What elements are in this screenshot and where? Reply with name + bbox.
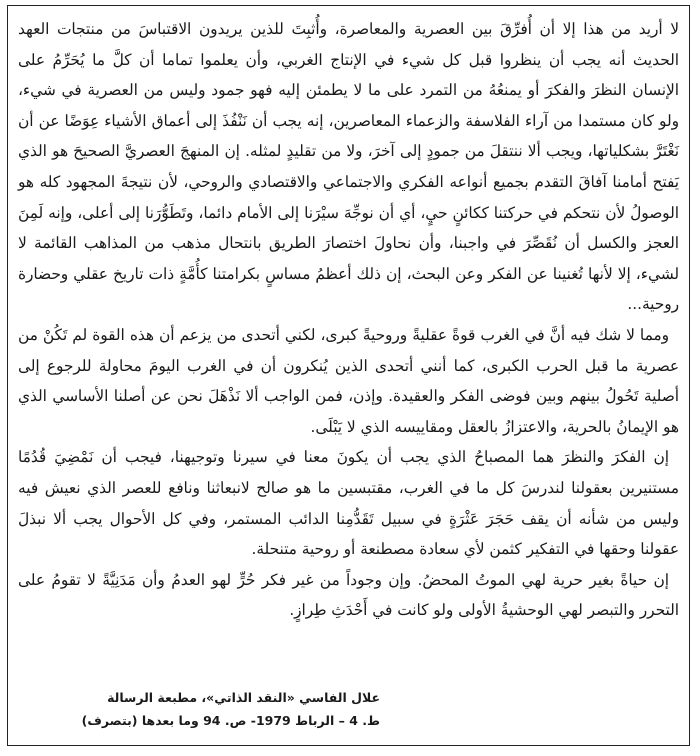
- source-author-line: علال الفاسي «النقد الذاتي»، مطبعة الرسالة: [107, 690, 380, 705]
- source-citation: [20, 686, 380, 732]
- document-page: [7, 5, 690, 746]
- paragraph-4: إن حياةً بغير حرية لهي الموتُ المحضُ. وإن وجوداً من غير فكر حُرٍّ لهو العدمُ وأن مَدَنِيَّةً لا تقومُ على التحرر والتبصر لهي الوحشيةُ الأولى ولو كانت في أَحْدَثِ طِرازٍ.: [18, 570, 679, 620]
- paragraph-1: لا أريد من هذا إلا أن أُفرِّقَ بين العصرية والمعاصرة، وأُثبِتَ للذين يريدون الاقتباسَ من منتجات العهد الحديث أنه يجب أن ينظروا قبل كل شيء في الإنتاج الغربي، وأن يعلموا تماما أن كلَّ ما يُحَرِّمُ على الإنسان النظرَ والفكرَ أو يمنعُهُ من التمرد على ما لا يطمئن إليه فهو جمود وليس من العصرية في شيء، ولو كان مستمدا من آراء الفلاسفة والزعماء المعاصرين، إنه يجب أن نَنْفُذَ إلى أعماق الأشياء عِوَضًا عن أن نَغْتَرَّ بشكلياتها، ويجب ألا ننتقلَ من جمودٍ إلى آخرَ، ولا من تقليدٍ لمثله. إن المنهجَ العصريَّ الصحيحَ هو الذي يَفتح أمامنا آفاقَ التقدم بجميع أنواعه الفكري والاجتماعي والاقتصادي والروحي، لأن نتيجةَ المجهود كله هو الوصولُ لأن نتحكم في حركتنا ككائنٍ حيٍ، أي أن نوجِّهَ سيْرَنا إلى الأمام دائما، وتَطَوُّرَنا إلى أعلى، وإنه لَمِنَ العجز والكسل أن نُقَصِّرَ في واجبنا، وأن نحاولَ اختصارَ الطريق بانتحال مذهب من المذاهب القائمة لا لشيء، إلا لأنها تُغنينا عن الفكر وعن البحث، إن ذلك أعظمُ مساسٍ بكرامتنا كأُمَّةٍ ذات تاريخ عقلي وحضارة روحية...: [18, 20, 679, 314]
- document-text: [18, 14, 679, 626]
- paragraph-2: ومما لا شك فيه أنَّ في الغرب قوةً عقليةً وروحيةً كبرى، لكني أتحدى من يزعم أن هذه القوة لم تَكُنْ من عصرية ما قبل الحرب الكبرى، كما أنني أتحدى الذين يُنكرون أن في الغرب اليومَ محاولة للرجوع إلى أصلية تَحُولُ بينهم وبين فوضى الفكر والعقيدة. وإذن، فمن الواجب ألا نَذْهَلَ نحن عن أصلنا الأساسي الذي هو الإيمانُ بالحرية، والاعتزازُ بالعقل ومقاييسه الذي لا يَبْلَى.: [18, 325, 679, 436]
- paragraph-3: إن الفكرَ والنظرَ هما المصباحُ الذي يجب أن يكونَ معنا في سيرنا وتوجيهنا، فيجب أن نَمْضِيَ قُدُمًا مستنيرين بعقولنا لندرسَ كل ما في الغرب، مقتبسين ما هو صالح لانبعاثنا ونافع للعصر الذي نعيش فيه وليس من شأنه أن يقف حَجَرَ عَثْرَةٍ في سبيل تَقَدُّمِنا الدائب المستمر، وفي كل الأحوال يجب ألا نبذلَ عقولنا وحقها في التفكير كثمن لأي سعادة مصطنعة أو روحية متنحلة.: [18, 448, 679, 559]
- source-edition-line: ط. 4 – الرباط 1979- ص. 94 وما بعدها (بتصرف): [81, 713, 380, 728]
